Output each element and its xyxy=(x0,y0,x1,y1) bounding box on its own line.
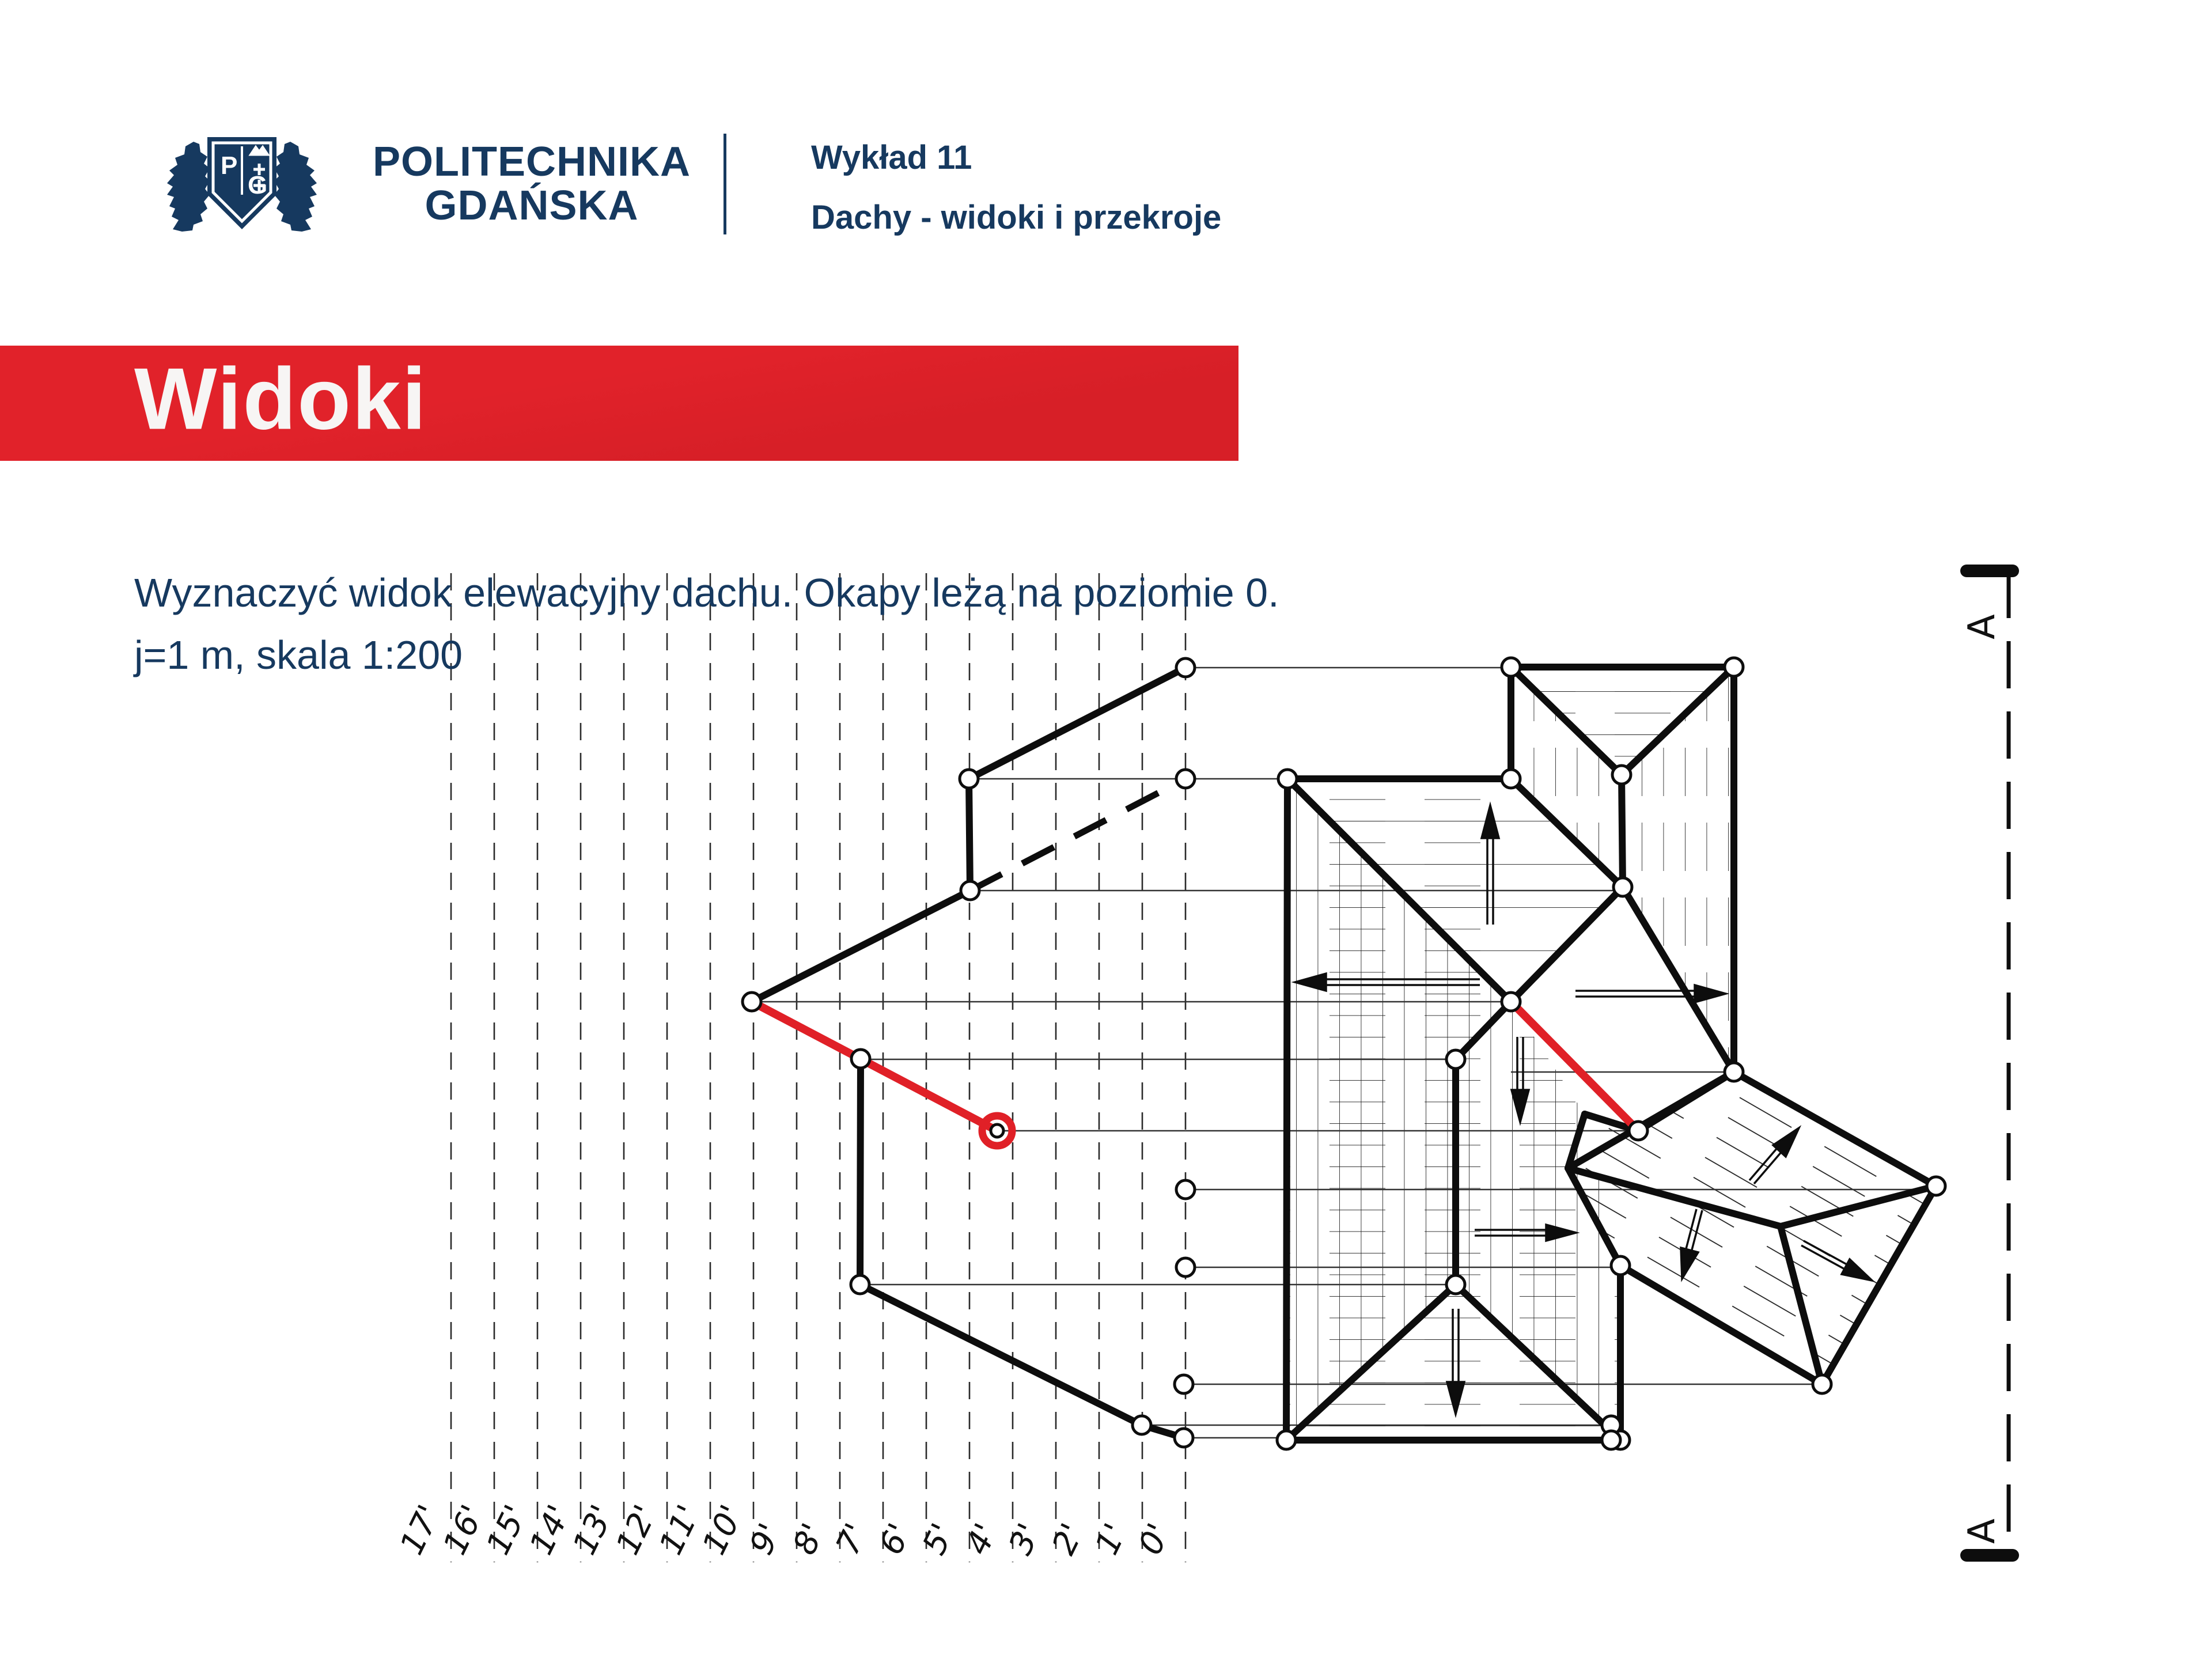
task-text xyxy=(134,562,1279,686)
section-line-A-A xyxy=(1961,571,2013,1555)
grid-label-0: 0' xyxy=(1131,1517,1178,1561)
section-label-top: A xyxy=(1961,614,2003,639)
task-line2: j=1 m, skala 1:200 xyxy=(134,632,463,677)
grid-label-5: 5' xyxy=(915,1517,962,1561)
grid-label-3: 3' xyxy=(1002,1517,1048,1561)
grid-label-4: 4' xyxy=(959,1517,1005,1561)
grid-label-13: 13' xyxy=(566,1499,622,1561)
lecture-topic: Dachy - widoki i przekroje xyxy=(811,199,1222,236)
grid-label-9: 9' xyxy=(743,1517,789,1561)
task-line1: Wyznaczyć widok elewacyjny dachu. Okapy leżą na poziomie 0. xyxy=(134,570,1279,615)
grid-label-14: 14' xyxy=(522,1499,578,1561)
grid-label-8: 8' xyxy=(786,1517,832,1561)
grid-label-7: 7' xyxy=(829,1517,876,1561)
grid-label-17: 17' xyxy=(393,1499,449,1561)
grid-label-10: 10' xyxy=(695,1499,751,1561)
section-label-bottom: A xyxy=(1961,1518,2003,1544)
roof-contour-hatching xyxy=(1286,667,1936,1440)
grid-label-12: 12' xyxy=(609,1499,665,1561)
elevation-hidden-edge xyxy=(970,779,1185,891)
monogram-p: P xyxy=(221,151,238,180)
monogram-g: G xyxy=(248,171,268,199)
university-name-line2: GDAŃSKA xyxy=(425,183,639,229)
lecture-number: Wykład 11 xyxy=(811,139,972,176)
grid-label-6: 6' xyxy=(872,1517,919,1561)
grid-label-15: 15' xyxy=(479,1499,535,1561)
grid-label-2: 2' xyxy=(1045,1517,1092,1561)
section-title: Widoki xyxy=(134,350,427,448)
grid-label-16: 16' xyxy=(436,1499,492,1561)
university-name-line1: POLITECHNIKA xyxy=(373,139,691,185)
grid-label-1: 1' xyxy=(1088,1517,1135,1561)
grid-labels xyxy=(393,1499,1178,1560)
grid-label-11: 11' xyxy=(652,1499,708,1561)
